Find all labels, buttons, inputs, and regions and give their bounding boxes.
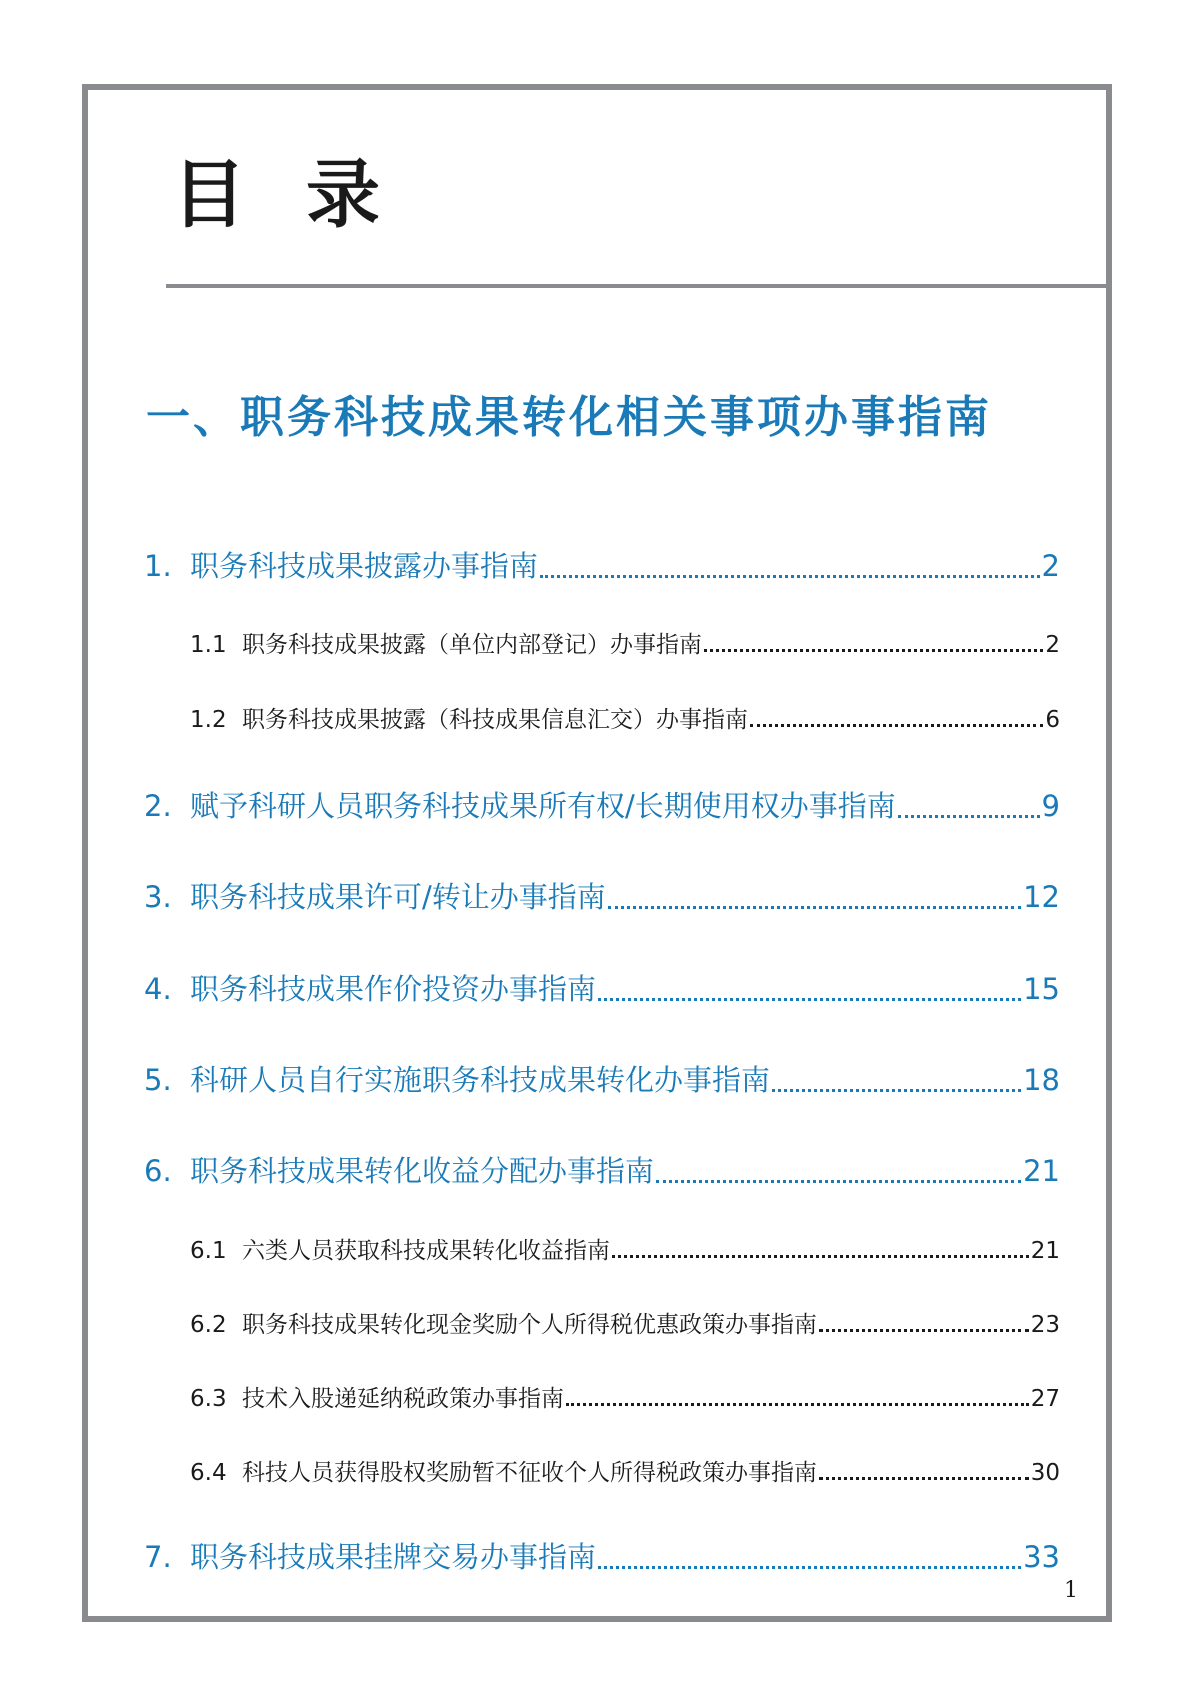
toc-entry-5[interactable] bbox=[144, 1058, 1060, 1099]
toc-page-number: 21 bbox=[1023, 1154, 1060, 1188]
toc-entry-3[interactable] bbox=[144, 875, 1060, 916]
toc-leader-dots bbox=[819, 1329, 1029, 1332]
page-number: 1 bbox=[1064, 1578, 1078, 1603]
toc-number: 2. bbox=[144, 789, 172, 823]
toc-page-number: 27 bbox=[1030, 1386, 1060, 1412]
toc-page-number: 21 bbox=[1030, 1238, 1060, 1264]
toc-title: 科技人员获得股权奖励暂不征收个人所得税政策办事指南 bbox=[242, 1460, 817, 1486]
toc-number: 6.1 bbox=[190, 1238, 227, 1264]
toc-page-number: 12 bbox=[1023, 880, 1060, 914]
toc-title: 职务科技成果披露（科技成果信息汇交）办事指南 bbox=[242, 707, 748, 733]
toc-leader-dots bbox=[598, 998, 1021, 1001]
toc-entry-7[interactable] bbox=[144, 1535, 1060, 1576]
title-divider bbox=[166, 284, 1112, 288]
toc-leader-dots bbox=[608, 906, 1021, 909]
toc-title: 技术入股递延纳税政策办事指南 bbox=[242, 1386, 564, 1412]
toc-page-number: 30 bbox=[1030, 1460, 1060, 1486]
toc-title: 科研人员自行实施职务科技成果转化办事指南 bbox=[190, 1063, 771, 1097]
toc-number: 3. bbox=[144, 880, 172, 914]
toc-leader-dots bbox=[750, 724, 1043, 727]
toc-number: 7. bbox=[144, 1540, 172, 1574]
toc-page-number: 33 bbox=[1023, 1540, 1060, 1574]
toc-page-number: 6 bbox=[1045, 707, 1060, 733]
toc-number: 4. bbox=[144, 972, 172, 1006]
toc-page-number: 15 bbox=[1023, 972, 1060, 1006]
toc-number: 5. bbox=[144, 1063, 172, 1097]
toc-number: 6.4 bbox=[190, 1460, 227, 1486]
toc-entry-6-3[interactable] bbox=[190, 1380, 1060, 1413]
toc-leader-dots bbox=[898, 815, 1040, 818]
toc-entry-6-4[interactable] bbox=[190, 1454, 1060, 1487]
toc-entry-4[interactable] bbox=[144, 967, 1060, 1008]
toc-title: 六类人员获取科技成果转化收益指南 bbox=[242, 1238, 610, 1264]
toc-leader-dots bbox=[772, 1089, 1021, 1092]
toc-title: 职务科技成果挂牌交易办事指南 bbox=[190, 1540, 597, 1574]
toc-leader-dots bbox=[540, 575, 1040, 578]
toc-entry-6[interactable] bbox=[144, 1149, 1060, 1190]
toc-number: 1.1 bbox=[190, 632, 227, 658]
toc-title: 职务科技成果转化现金奖励个人所得税优惠政策办事指南 bbox=[242, 1312, 817, 1338]
toc-number: 1.2 bbox=[190, 707, 227, 733]
toc-number: 6. bbox=[144, 1154, 172, 1188]
toc-leader-dots bbox=[704, 649, 1043, 652]
toc-entry-6-2[interactable] bbox=[190, 1306, 1060, 1339]
toc-page-number: 2 bbox=[1041, 549, 1060, 583]
page-title: 目录 bbox=[172, 152, 440, 238]
toc-title: 职务科技成果作价投资办事指南 bbox=[190, 972, 597, 1006]
toc-page-number: 18 bbox=[1023, 1063, 1060, 1097]
toc-entry-1[interactable] bbox=[144, 544, 1060, 585]
toc-leader-dots bbox=[566, 1403, 1029, 1406]
toc-title: 职务科技成果披露办事指南 bbox=[190, 549, 539, 583]
toc-number: 6.2 bbox=[190, 1312, 227, 1338]
toc-entry-1-2[interactable] bbox=[190, 701, 1060, 734]
toc-title: 职务科技成果披露（单位内部登记）办事指南 bbox=[242, 632, 702, 658]
toc-leader-dots bbox=[598, 1566, 1021, 1569]
toc-leader-dots bbox=[612, 1255, 1029, 1258]
toc-entry-2[interactable] bbox=[144, 784, 1060, 825]
toc-title: 职务科技成果许可/转让办事指南 bbox=[190, 880, 606, 914]
toc-number: 6.3 bbox=[190, 1386, 227, 1412]
toc-number: 1. bbox=[144, 549, 172, 583]
toc-page-number: 9 bbox=[1041, 789, 1060, 823]
toc-page-number: 23 bbox=[1030, 1312, 1060, 1338]
toc-entry-1-1[interactable] bbox=[190, 626, 1060, 659]
toc-page-number: 2 bbox=[1045, 632, 1060, 658]
toc-leader-dots bbox=[656, 1180, 1021, 1183]
toc-title: 赋予科研人员职务科技成果所有权/长期使用权办事指南 bbox=[190, 789, 896, 823]
section-heading: 一、职务科技成果转化相关事项办事指南 bbox=[146, 392, 992, 443]
toc-entry-6-1[interactable] bbox=[190, 1232, 1060, 1265]
toc-leader-dots bbox=[819, 1477, 1029, 1480]
toc-title: 职务科技成果转化收益分配办事指南 bbox=[190, 1154, 655, 1188]
